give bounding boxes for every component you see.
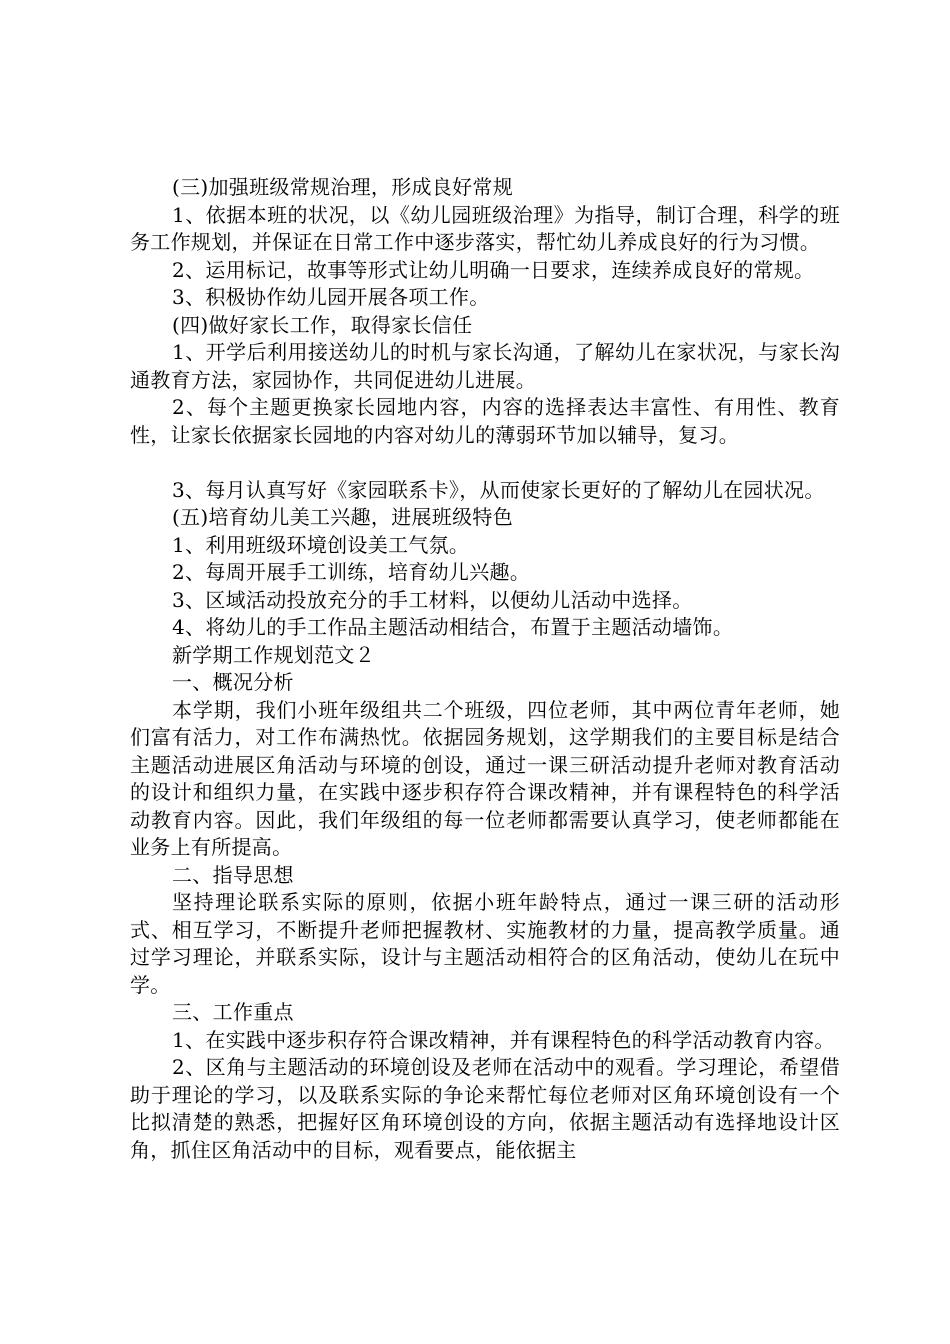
paragraph: 1、依据本班的状况，以《幼儿园班级治理》为指导，制订合理，科学的班务工作规划，并保证在日常工作中逐步落实，帮忙幼儿养成良好的行为习惯。 [130,202,840,254]
paragraph: 本学期，我们小班年级组共二个班级，四位老师，其中两位青年老师，她们富有活力，对工作布满热忱。依据园务规划，这学期我们的主要目标是结合主题活动进展区角活动与环境的创设，通过一课三研活动提升老师对教育活动的设计和组织力量，在实践中逐步积存符合课改精神，并有课程特色的科学活动教育内容。因此，我们年级组的每一位老师都需要认真学习，使老师都能在业务上有所提高。 [130,697,840,859]
paragraph: 3、每月认真写好《家园联系卡》，从而使家长更好的了解幼儿在园状况。 [172,477,825,502]
section-heading-work-focus: 三、工作重点 [172,1000,294,1024]
section-heading-class-management: (三)加强班级常规治理，形成良好常规 [172,175,514,199]
paragraph: 1、在实践中逐步积存符合课改精神，并有课程特色的科学活动教育内容。 [172,1027,835,1052]
paragraph: 1、开学后利用接送幼儿的时机与家长沟通，了解幼儿在家状况，与家长沟通教育方法，家园协作，共同促进幼儿进展。 [130,340,840,392]
paragraph: 3、区域活动投放充分的手工材料，以便幼儿活动中选择。 [172,587,693,612]
paragraph: 2、每周开展手工训练，培育幼儿兴趣。 [172,560,531,584]
section-heading-art-interest: (五)培育幼儿美工兴趣，进展班级特色 [172,505,514,529]
paragraph: 4、将幼儿的手工作品主题活动相结合，布置于主题活动墙饰。 [172,615,734,639]
document-subtitle: 新学期工作规划范文２ [172,642,375,667]
paragraph: 坚持理论联系实际的原则，依据小班年龄特点，通过一课三研的活动形式、相互学习，不断提升老师把握教材、实施教材的力量，提高教学质量。通过学习理论，并联系实际，设计与主题活动相符合的区角活动，使幼儿在玩中学。 [130,890,840,997]
blank-line [130,449,840,477]
paragraph: 3、积极协作幼儿园开展各项工作。 [172,285,490,309]
paragraph: 1、利用班级环境创设美工气氛。 [172,532,470,557]
paragraph: 2、运用标记，故事等形式让幼儿明确一日要求，连续养成良好的常规。 [172,257,815,282]
paragraph: 2、区角与主题活动的环境创设及老师在活动中的观看。学习理论，希望借助于理论的学习，以及联系实际的争论来帮忙每位老师对区角环境创设有一个比拟清楚的熟悉，把握好区角环境创设的方向，依据主题活动有选择地设计区角，抓住区角活动中的目标，观看要点，能依据主 [130,1055,840,1162]
section-heading-parent-work: (四)做好家长工作，取得家长信任 [172,312,473,337]
section-heading-overview: 一、概况分析 [172,670,294,694]
section-heading-guiding-thought: 二、指导思想 [172,862,294,887]
document-body [130,174,840,1164]
paragraph: 2、每个主题更换家长园地内容，内容的选择表达丰富性、有用性、教育性，让家长依据家长园地的内容对幼儿的薄弱环节加以辅导，复习。 [130,395,840,447]
